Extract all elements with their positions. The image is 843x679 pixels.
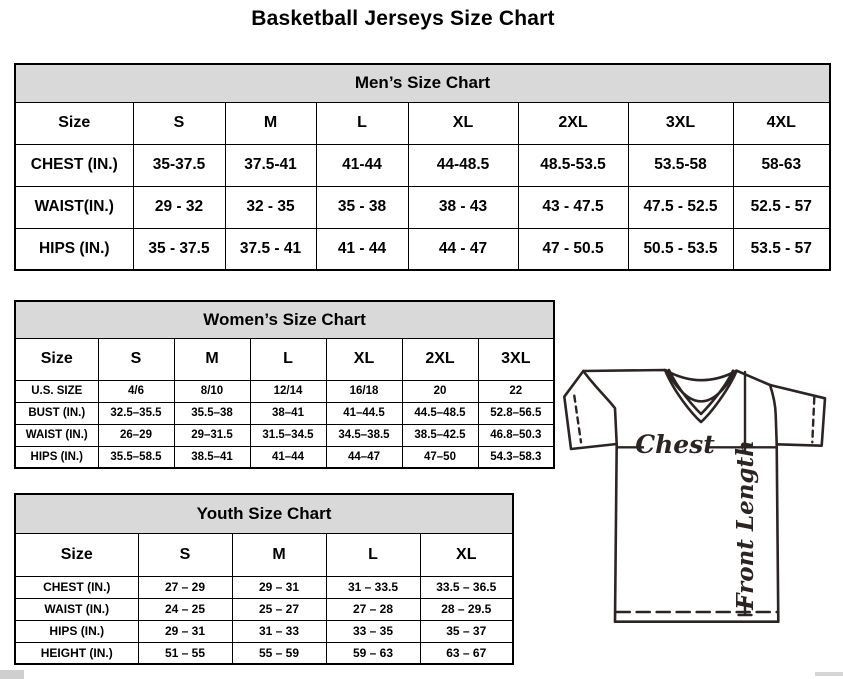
table-cell: 35.5–38: [174, 402, 250, 424]
mens-table-title: Men’s Size Chart: [15, 64, 830, 102]
table-cell: 35 - 37.5: [133, 228, 225, 270]
table-row: [15, 228, 830, 270]
table-cell: 44.5–48.5: [402, 402, 478, 424]
table-row: [15, 144, 830, 186]
table-cell: 37.5-41: [225, 144, 316, 186]
table-cell: 35-37.5: [133, 144, 225, 186]
table-cell: 52.8–56.5: [478, 402, 554, 424]
table-cell: 47 - 50.5: [518, 228, 628, 270]
table-cell: 32 - 35: [225, 186, 316, 228]
table-cell: 24 – 25: [138, 598, 232, 620]
table-cell: 29 – 31: [232, 576, 326, 598]
table-cell: 41–44: [250, 446, 326, 468]
table-cell: 47–50: [402, 446, 478, 468]
table-cell: 50.5 - 53.5: [628, 228, 733, 270]
table-row: [15, 598, 513, 620]
column-header: S: [138, 533, 232, 576]
table-cell: 26–29: [98, 424, 174, 446]
table-row: [15, 338, 554, 380]
table-cell: 52.5 - 57: [733, 186, 830, 228]
row-label: WAIST(IN.): [15, 186, 133, 228]
table-row: [15, 102, 830, 144]
row-label: WAIST (IN.): [15, 424, 98, 446]
column-header: M: [174, 338, 250, 380]
table-row: [15, 620, 513, 642]
table-cell: 43 - 47.5: [518, 186, 628, 228]
row-label: CHEST (IN.): [15, 144, 133, 186]
womens-table-title: Women’s Size Chart: [15, 301, 554, 338]
table-row: [15, 186, 830, 228]
table-cell: 20: [402, 380, 478, 402]
youth-table-title: Youth Size Chart: [15, 494, 513, 533]
row-label: WAIST (IN.): [15, 598, 138, 620]
column-header: L: [316, 102, 408, 144]
table-cell: 16/18: [326, 380, 402, 402]
table-cell: 51 – 55: [138, 642, 232, 664]
column-header: L: [326, 533, 420, 576]
table-cell: 31.5–34.5: [250, 424, 326, 446]
row-label: HIPS (IN.): [15, 620, 138, 642]
row-label: Size: [15, 338, 98, 380]
table-cell: 55 – 59: [232, 642, 326, 664]
womens-size-table: [14, 300, 555, 469]
column-header: 2XL: [402, 338, 478, 380]
table-cell: 35.5–58.5: [98, 446, 174, 468]
row-label: HIPS (IN.): [15, 446, 98, 468]
row-label: CHEST (IN.): [15, 576, 138, 598]
table-cell: 44-48.5: [408, 144, 518, 186]
table-cell: 8/10: [174, 380, 250, 402]
table-cell: 32.5–35.5: [98, 402, 174, 424]
page-title: Basketball Jerseys Size Chart: [251, 7, 555, 30]
table-cell: 22: [478, 380, 554, 402]
column-header: 4XL: [733, 102, 830, 144]
table-cell: 35 - 38: [316, 186, 408, 228]
collar-back-arc: [665, 370, 737, 380]
chest-label: Chest: [635, 430, 715, 459]
cropped-artifact-right: [815, 672, 843, 676]
column-header: S: [98, 338, 174, 380]
table-cell: 35 – 37: [420, 620, 513, 642]
table-row: [15, 446, 554, 468]
table-cell: 29–31.5: [174, 424, 250, 446]
row-label: HEIGHT (IN.): [15, 642, 138, 664]
table-cell: 28 – 29.5: [420, 598, 513, 620]
table-cell: 38 - 43: [408, 186, 518, 228]
table-cell: 29 - 32: [133, 186, 225, 228]
column-header: 3XL: [478, 338, 554, 380]
table-cell: 47.5 - 52.5: [628, 186, 733, 228]
table-cell: 31 – 33.5: [326, 576, 420, 598]
row-label: U.S. SIZE: [15, 380, 98, 402]
jersey-measurement-diagram: [558, 360, 843, 652]
table-row: [15, 301, 554, 338]
cropped-artifact-left: [0, 670, 24, 679]
table-cell: 33.5 – 36.5: [420, 576, 513, 598]
table-cell: 46.8–50.3: [478, 424, 554, 446]
table-cell: 33 – 35: [326, 620, 420, 642]
column-header: 2XL: [518, 102, 628, 144]
table-cell: 25 – 27: [232, 598, 326, 620]
column-header: XL: [326, 338, 402, 380]
table-cell: 34.5–38.5: [326, 424, 402, 446]
table-cell: 44 - 47: [408, 228, 518, 270]
column-header: M: [225, 102, 316, 144]
table-cell: 27 – 28: [326, 598, 420, 620]
table-cell: 41-44: [316, 144, 408, 186]
table-row: [15, 576, 513, 598]
row-label: BUST (IN.): [15, 402, 98, 424]
table-row: [15, 642, 513, 664]
table-cell: 63 – 67: [420, 642, 513, 664]
column-header: XL: [408, 102, 518, 144]
table-cell: 38.5–41: [174, 446, 250, 468]
column-header: M: [232, 533, 326, 576]
front-length-label: Front Length: [732, 440, 759, 610]
table-row: [15, 380, 554, 402]
table-row: [15, 494, 513, 533]
row-label: Size: [15, 533, 138, 576]
row-label: Size: [15, 102, 133, 144]
youth-size-table: [14, 493, 514, 665]
table-cell: 53.5-58: [628, 144, 733, 186]
table-cell: 59 – 63: [326, 642, 420, 664]
table-cell: 38–41: [250, 402, 326, 424]
table-cell: 53.5 - 57: [733, 228, 830, 270]
column-header: XL: [420, 533, 513, 576]
table-cell: 38.5–42.5: [402, 424, 478, 446]
table-cell: 58-63: [733, 144, 830, 186]
table-cell: 12/14: [250, 380, 326, 402]
table-cell: 54.3–58.3: [478, 446, 554, 468]
table-row: [15, 533, 513, 576]
table-cell: 37.5 - 41: [225, 228, 316, 270]
row-label: HIPS (IN.): [15, 228, 133, 270]
table-cell: 48.5-53.5: [518, 144, 628, 186]
mens-size-table: [14, 63, 831, 271]
table-row: [15, 424, 554, 446]
column-header: L: [250, 338, 326, 380]
table-cell: 41–44.5: [326, 402, 402, 424]
column-header: S: [133, 102, 225, 144]
table-cell: 44–47: [326, 446, 402, 468]
table-row: [15, 64, 830, 102]
table-row: [15, 402, 554, 424]
table-cell: 29 – 31: [138, 620, 232, 642]
table-cell: 4/6: [98, 380, 174, 402]
column-header: 3XL: [628, 102, 733, 144]
table-cell: 41 - 44: [316, 228, 408, 270]
table-cell: 31 – 33: [232, 620, 326, 642]
table-cell: 27 – 29: [138, 576, 232, 598]
